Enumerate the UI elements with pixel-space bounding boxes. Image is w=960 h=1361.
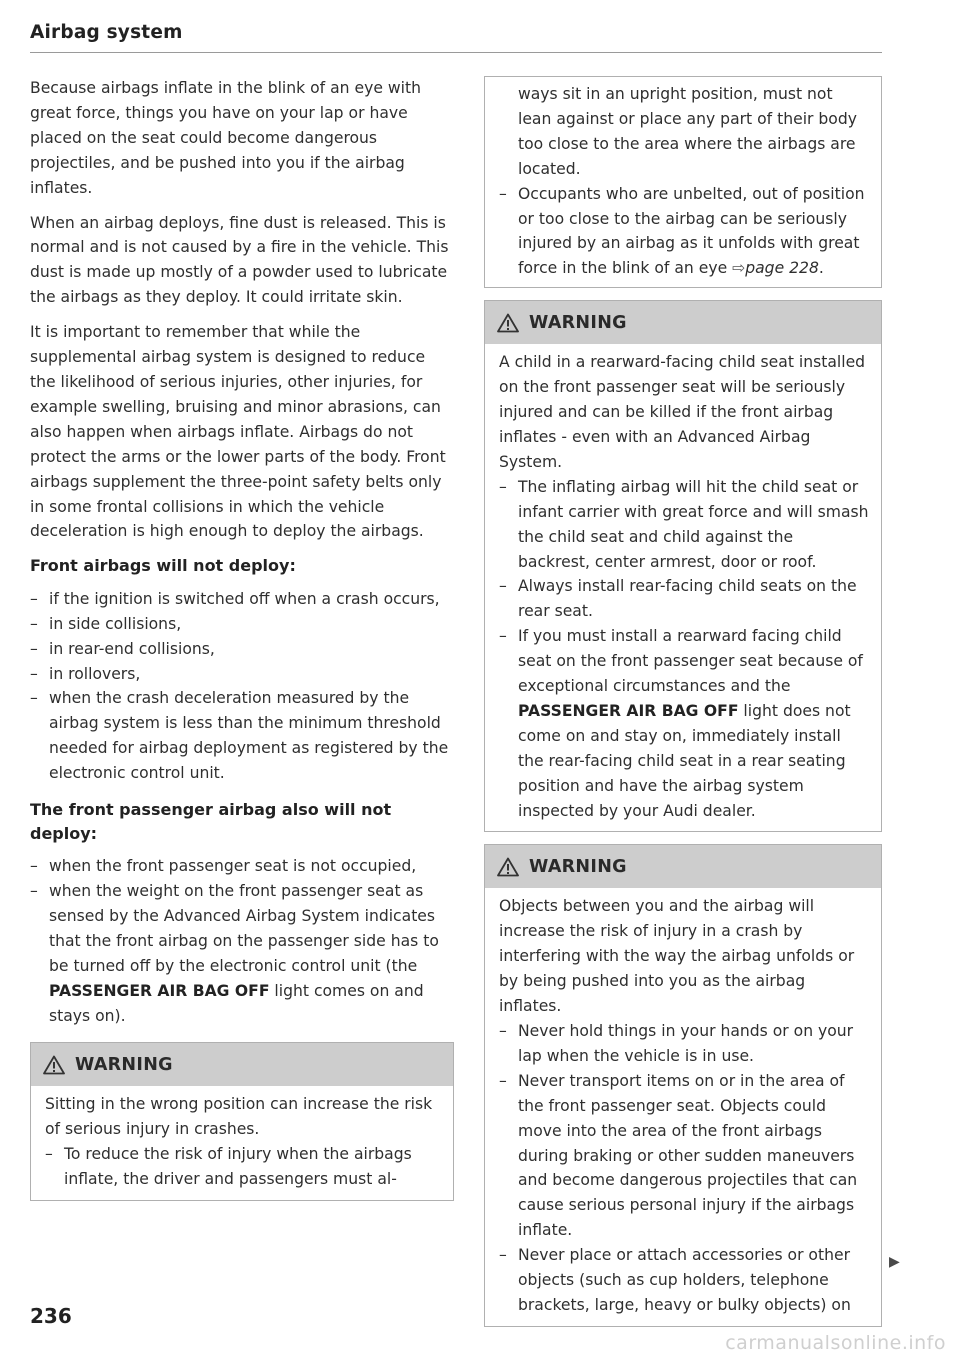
list-item: – when the weight on the front passenger seat as sensed by the Advanced Airbag System indicates that the front airbag on the passenger side has to be turned off by the electronic control unit (the PASSENGER AIR BAG OFF light comes on and stays on). [30,881,439,1025]
warning-triangle-icon [43,1055,65,1075]
warning-text: A child in a rearward-facing child seat installed on the front passenger seat will be seriously injured and can be killed if the front airbag inflates - even with an Advanced Airbag System. [499,353,866,471]
header-divider [30,52,882,53]
left-column [30,76,454,1211]
warning-box-position [30,1042,454,1201]
list-item: – Never transport items on or in the area of the front passenger seat. Objects could move into the area of the front airbags during braking or other sudden maneuvers and become dangerous projectiles that can cause serious personal injury if the airbags inflate. [499,1071,858,1240]
indicator-label: PASSENGER AIR BAG OFF [49,981,270,1000]
list-item: – in side collisions, [30,614,182,633]
list-item: – The inflating airbag will hit the child seat or infant carrier with great force and will smash the child seat and child against the backrest, center armrest, door or roof. [499,477,869,571]
list-item: – Never hold things in your hands or on your lap when the vehicle is in use. [499,1022,854,1065]
warning-list [499,182,869,282]
list-item: – if the ignition is switched off when a crash occurs, [30,589,440,608]
section-title: Airbag system [30,22,183,43]
indicator-label: PASSENGER AIR BAG OFF [518,701,739,720]
list-item: – To reduce the risk of injury when the airbags inflate, the driver and passengers must al- [45,1145,412,1189]
warning-title: WARNING [75,1054,173,1075]
paragraph-projectiles: Because airbags inflate in the blink of an eye with great force, things you have on your lap or have placed on the seat could become dangerous projectiles, and be pushed into you if the airbag inflates. [30,79,421,197]
warning-triangle-icon [497,857,519,877]
warning-header [485,845,881,888]
list-item: – Never place or attach accessories or other objects (such as cup holders, telephone brackets, large, heavy or bulky objects) on [499,1246,851,1314]
list-item: – in rear-end collisions, [30,639,215,658]
warning-list [499,1019,869,1318]
warning-title: WARNING [529,312,627,333]
list-item: – when the crash deceleration measured by the airbag system is less than the minimum threshold needed for airbag deployment as registered by the electronic control unit. [30,689,449,783]
warning-box-child-seat [484,300,882,832]
paragraph-dust: When an airbag deploys, fine dust is released. This is normal and is not caused by a fire in the vehicle. This dust is made up mostly of a powder used to lubricate the airbags as they deploy. It could irritate skin. [30,213,449,307]
page-number: 236 [30,1304,72,1328]
warning-body [485,344,881,831]
list-item: – Always install rear-facing child seats on the rear seat. [499,577,857,621]
warning-body [485,888,881,1325]
warning-header [31,1043,453,1086]
warning-body [31,1086,453,1200]
warning-triangle-icon [497,313,519,333]
list-passenger-airbag [30,854,454,1028]
continued-text: ways sit in an upright position, must not lean against or place any part of their body too close to the area where the airbags are located. [518,85,857,178]
paragraph-injuries: It is important to remember that while the supplemental airbag system is designed to reduce the likelihood of serious injuries, other injuries, for example swelling, bruising and minor abrasions, can also happen when airbags inflate. Airbags do not protect the arms or the lower parts of the body. Front airbags supplement the three-point safety belts only in some frontal collisions in which the vehicle deceleration is high enough to deploy the airbags. [30,323,446,541]
watermark: carmanualsonline.info [725,1332,946,1354]
list-item: – in rollovers, [30,664,141,683]
warning-box-objects [484,844,882,1326]
warning-list [45,1142,441,1192]
subheading-front-airbags: Front airbags will not deploy: [30,556,296,576]
cross-reference-arrow-icon: ⇨ [732,259,746,278]
warning-header [485,301,881,344]
warning-text: Objects between you and the airbag will increase the risk of injury in a crash by interfering with the way the airbag unfolds or by being pushed into you as the airbag inflates. [499,897,855,1016]
warning-text: Sitting in the wrong position can increase the risk of serious injury in crashes. [45,1095,433,1139]
subheading-passenger-airbag: The front passenger airbag also will not deploy: [30,800,392,843]
warning-continuation [484,76,882,288]
list-item: – when the front passenger seat is not occupied, [30,857,417,876]
list-item: – If you must install a rearward facing child seat on the front passenger seat because of exceptional circumstances and the PASSENGER AIR BAG OFF light does not come on and stay on, immediately install the rear-facing child seat in a rear seating position and have the airbag system inspected by your Audi dealer. [499,627,863,820]
list-item: – Occupants who are unbelted, out of position or too close to the airbag can be seriously injured by an airbag as it unfolds with great force in the blink of an eye ⇨page 228. [499,184,865,278]
warning-list [499,475,869,824]
page-reference-link[interactable]: page 228 [745,259,819,278]
list-front-airbags [30,587,454,786]
right-column [484,78,882,1337]
warning-title: WARNING [529,856,627,877]
continue-arrow-icon: ▶ [889,1254,900,1270]
